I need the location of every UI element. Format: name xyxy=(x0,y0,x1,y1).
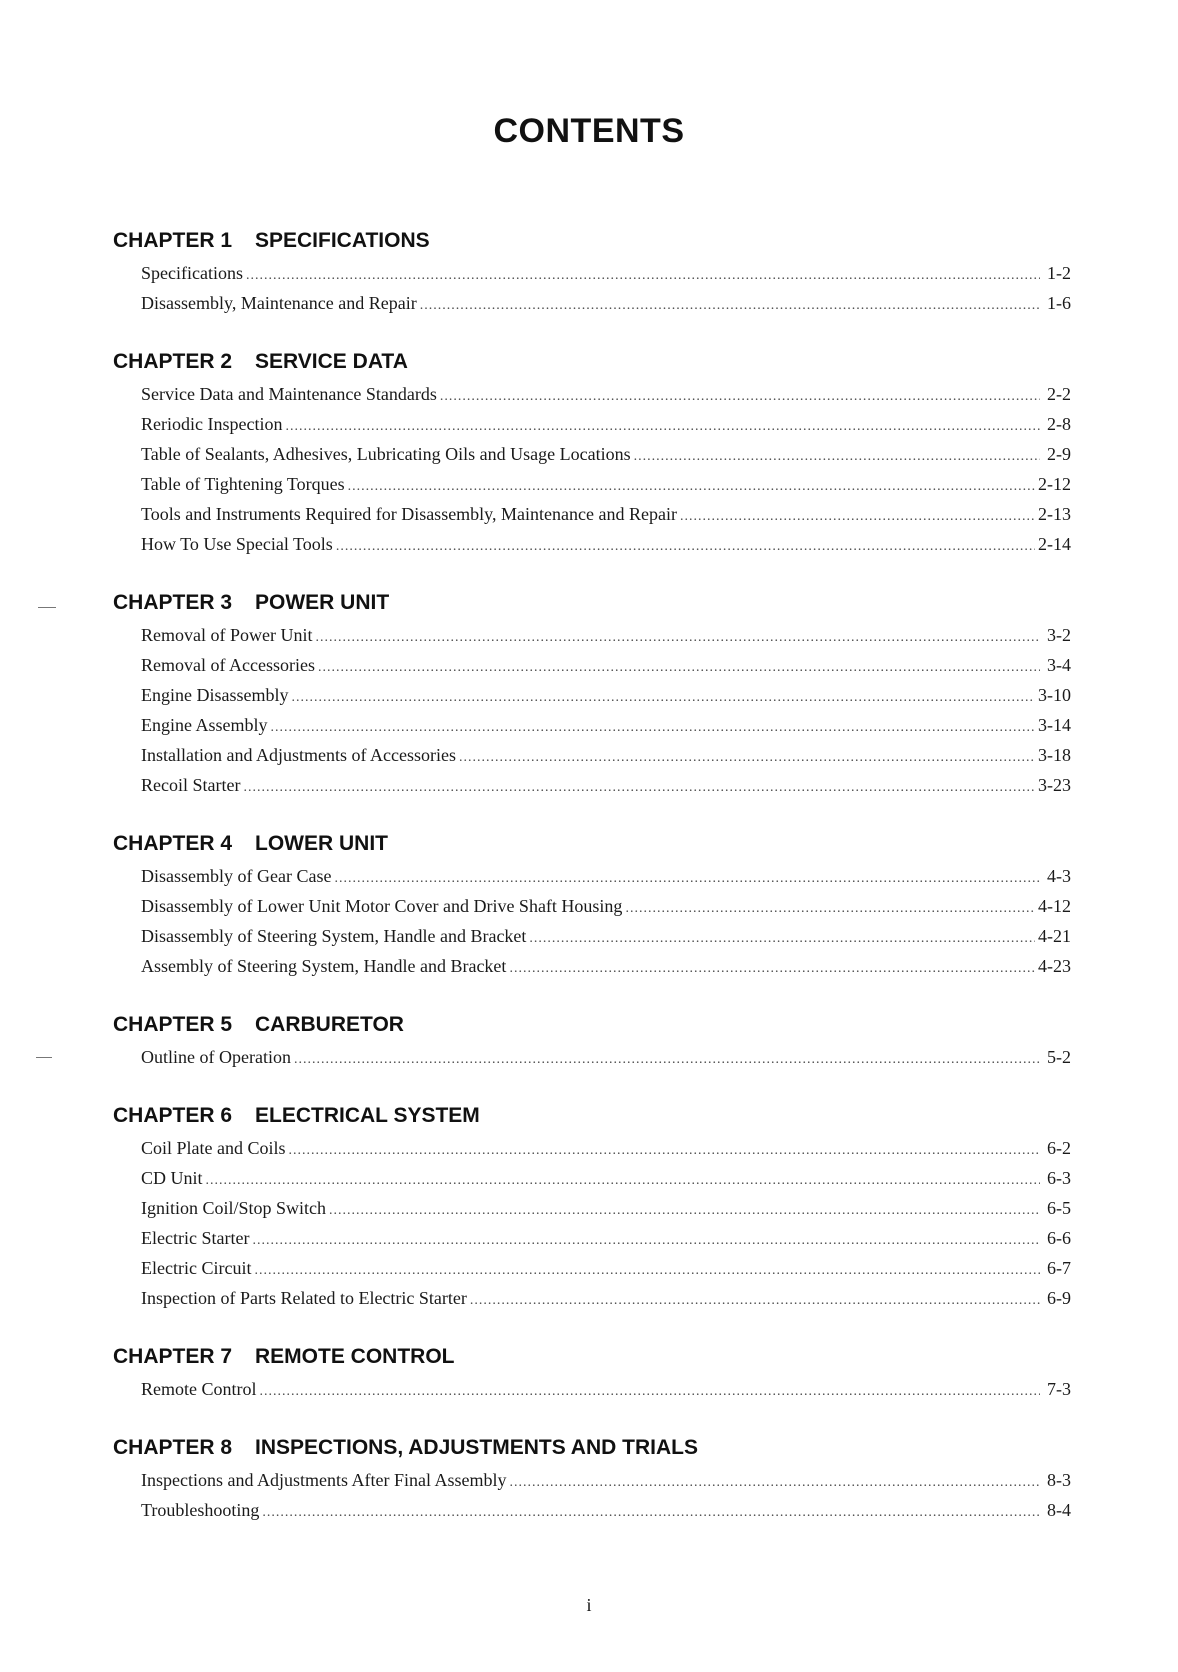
dot-leader xyxy=(470,1286,1040,1316)
toc-entry[interactable] xyxy=(141,439,1071,469)
chapter-entries xyxy=(113,1374,1071,1404)
entry-page-number: 2-13 xyxy=(1038,504,1071,524)
toc-entry[interactable] xyxy=(141,951,1071,981)
entry-title: Removal of Power Unit xyxy=(141,625,313,645)
entry-page-number: 2-8 xyxy=(1047,414,1071,434)
dot-leader xyxy=(285,412,1040,442)
dot-leader xyxy=(440,382,1040,412)
dot-leader xyxy=(625,894,1035,924)
entry-title: Coil Plate and Coils xyxy=(141,1138,286,1158)
entry-title: CD Unit xyxy=(141,1168,203,1188)
entry-title: Electric Starter xyxy=(141,1228,250,1248)
chapter-section xyxy=(113,347,1071,559)
entry-title: Table of Tightening Torques xyxy=(141,474,345,494)
chapter-number: CHAPTER 8 xyxy=(113,1436,233,1459)
entry-page-number: 6-3 xyxy=(1047,1168,1071,1188)
table-of-contents xyxy=(113,226,1071,1554)
toc-entry[interactable] xyxy=(141,710,1071,740)
dot-leader xyxy=(254,1256,1040,1286)
dot-leader xyxy=(262,1498,1040,1528)
dot-leader xyxy=(529,924,1035,954)
chapter-entries xyxy=(113,1133,1071,1313)
toc-entry[interactable] xyxy=(141,650,1071,680)
entry-page-number: 4-21 xyxy=(1038,926,1071,946)
toc-entry[interactable] xyxy=(141,770,1071,800)
toc-entry[interactable] xyxy=(141,1465,1071,1495)
chapter-heading xyxy=(113,226,1071,256)
chapter-entries xyxy=(113,1042,1071,1072)
entry-title: Assembly of Steering System, Handle and Bracket xyxy=(141,956,507,976)
entry-title: Disassembly of Steering System, Handle and Bracket xyxy=(141,926,527,946)
chapter-heading xyxy=(113,1433,1071,1463)
chapter-name: REMOTE CONTROL xyxy=(255,1345,455,1368)
entry-page-number: 4-12 xyxy=(1038,896,1071,916)
entry-page-number: 3-10 xyxy=(1038,685,1071,705)
dot-leader xyxy=(243,773,1035,803)
entry-title: How To Use Special Tools xyxy=(141,534,333,554)
entry-page-number: 4-3 xyxy=(1047,866,1071,886)
chapter-number: CHAPTER 1 xyxy=(113,229,233,252)
entry-page-number: 2-2 xyxy=(1047,384,1071,404)
chapter-section xyxy=(113,1342,1071,1404)
dot-leader xyxy=(289,1136,1040,1166)
entry-title: Specifications xyxy=(141,263,243,283)
toc-entry[interactable] xyxy=(141,1163,1071,1193)
toc-entry[interactable] xyxy=(141,1133,1071,1163)
chapter-entries xyxy=(113,258,1071,318)
entry-title: Installation and Adjustments of Accessories xyxy=(141,745,456,765)
chapter-number: CHAPTER 2 xyxy=(113,350,233,373)
toc-entry[interactable] xyxy=(141,921,1071,951)
entry-title: Reriodic Inspection xyxy=(141,414,283,434)
entry-title: Table of Sealants, Adhesives, Lubricating Oils and Usage Locations xyxy=(141,444,631,464)
scan-mark xyxy=(38,607,56,608)
chapter-section xyxy=(113,226,1071,318)
entry-page-number: 1-6 xyxy=(1047,293,1071,313)
dot-leader xyxy=(271,713,1036,743)
entry-page-number: 8-4 xyxy=(1047,1500,1071,1520)
dot-leader xyxy=(634,442,1040,472)
chapter-section xyxy=(113,1433,1071,1525)
entry-page-number: 3-2 xyxy=(1047,625,1071,645)
page-title: CONTENTS xyxy=(493,112,685,150)
chapter-name: SERVICE DATA xyxy=(255,350,408,373)
entry-page-number: 8-3 xyxy=(1047,1470,1071,1490)
dot-leader xyxy=(509,954,1035,984)
dot-leader xyxy=(348,472,1035,502)
entry-page-number: 6-2 xyxy=(1047,1138,1071,1158)
chapter-number: CHAPTER 6 xyxy=(113,1104,233,1127)
entry-title: Removal of Accessories xyxy=(141,655,315,675)
chapter-name: LOWER UNIT xyxy=(255,832,388,855)
dot-leader xyxy=(291,683,1035,713)
chapter-name: POWER UNIT xyxy=(255,591,390,614)
toc-entry[interactable] xyxy=(141,1283,1071,1313)
entry-page-number: 5-2 xyxy=(1047,1047,1071,1067)
dot-leader xyxy=(334,864,1040,894)
toc-entry[interactable] xyxy=(141,1193,1071,1223)
chapter-entries xyxy=(113,620,1071,800)
toc-entry[interactable] xyxy=(141,1374,1071,1404)
entry-page-number: 3-18 xyxy=(1038,745,1071,765)
toc-entry[interactable] xyxy=(141,1223,1071,1253)
entry-title: Recoil Starter xyxy=(141,775,241,795)
chapter-heading xyxy=(113,829,1071,859)
entry-title: Outline of Operation xyxy=(141,1047,291,1067)
chapter-entries xyxy=(113,1465,1071,1525)
toc-entry[interactable] xyxy=(141,1495,1071,1525)
dot-leader xyxy=(252,1226,1040,1256)
chapter-number: CHAPTER 4 xyxy=(113,832,233,855)
toc-entry[interactable] xyxy=(141,288,1071,318)
entry-page-number: 3-4 xyxy=(1047,655,1071,675)
chapter-number: CHAPTER 7 xyxy=(113,1345,233,1368)
chapter-heading xyxy=(113,588,1071,618)
entry-title: Remote Control xyxy=(141,1379,257,1399)
entry-page-number: 6-5 xyxy=(1047,1198,1071,1218)
chapter-entries xyxy=(113,861,1071,981)
dot-leader xyxy=(206,1166,1040,1196)
entry-title: Disassembly, Maintenance and Repair xyxy=(141,293,417,313)
entry-title: Disassembly of Lower Unit Motor Cover and Drive Shaft Housing xyxy=(141,896,623,916)
toc-entry[interactable] xyxy=(141,379,1071,409)
dot-leader xyxy=(315,623,1040,653)
entry-page-number: 3-14 xyxy=(1038,715,1071,735)
entry-title: Engine Assembly xyxy=(141,715,268,735)
chapter-section xyxy=(113,1010,1071,1072)
entry-title: Troubleshooting xyxy=(141,1500,260,1520)
dot-leader xyxy=(420,291,1040,321)
chapter-name: INSPECTIONS, ADJUSTMENTS AND TRIALS xyxy=(255,1436,698,1459)
entry-title: Inspections and Adjustments After Final Assembly xyxy=(141,1470,507,1490)
dot-leader xyxy=(246,261,1040,291)
entry-page-number: 1-2 xyxy=(1047,263,1071,283)
toc-entry[interactable] xyxy=(141,620,1071,650)
chapter-heading xyxy=(113,347,1071,377)
chapter-section xyxy=(113,588,1071,800)
entry-page-number: 6-6 xyxy=(1047,1228,1071,1248)
chapter-heading xyxy=(113,1101,1071,1131)
entry-title: Inspection of Parts Related to Electric Starter xyxy=(141,1288,467,1308)
entry-page-number: 2-12 xyxy=(1038,474,1071,494)
entry-page-number: 4-23 xyxy=(1038,956,1071,976)
page-number: i xyxy=(586,1595,592,1615)
chapter-name: CARBURETOR xyxy=(255,1013,404,1036)
entry-page-number: 6-7 xyxy=(1047,1258,1071,1278)
entry-title: Tools and Instruments Required for Disassembly, Maintenance and Repair xyxy=(141,504,677,524)
toc-entry[interactable] xyxy=(141,1253,1071,1283)
toc-entry[interactable] xyxy=(141,861,1071,891)
entry-title: Disassembly of Gear Case xyxy=(141,866,332,886)
chapter-name: ELECTRICAL SYSTEM xyxy=(255,1104,480,1127)
chapter-section xyxy=(113,1101,1071,1313)
dot-leader xyxy=(509,1468,1040,1498)
scan-mark xyxy=(36,1057,52,1058)
dot-leader xyxy=(680,502,1035,532)
chapter-name: SPECIFICATIONS xyxy=(255,229,430,252)
entry-page-number: 2-14 xyxy=(1038,534,1071,554)
dot-leader xyxy=(260,1377,1041,1407)
entry-title: Engine Disassembly xyxy=(141,685,289,705)
dot-leader xyxy=(318,653,1040,683)
chapter-heading xyxy=(113,1342,1071,1372)
toc-entry[interactable] xyxy=(141,469,1071,499)
entry-title: Electric Circuit xyxy=(141,1258,252,1278)
dot-leader xyxy=(294,1045,1040,1075)
entry-title: Ignition Coil/Stop Switch xyxy=(141,1198,327,1218)
chapter-number: CHAPTER 3 xyxy=(113,591,233,614)
toc-entry[interactable] xyxy=(141,258,1071,288)
chapter-number: CHAPTER 5 xyxy=(113,1013,233,1036)
toc-entry[interactable] xyxy=(141,680,1071,710)
chapter-entries xyxy=(113,379,1071,559)
toc-entry[interactable] xyxy=(141,740,1071,770)
dot-leader xyxy=(329,1196,1040,1226)
entry-page-number: 6-9 xyxy=(1047,1288,1071,1308)
dot-leader xyxy=(336,532,1035,562)
toc-entry[interactable] xyxy=(141,499,1071,529)
entry-page-number: 7-3 xyxy=(1047,1379,1071,1399)
toc-entry[interactable] xyxy=(141,891,1071,921)
entry-page-number: 2-9 xyxy=(1047,444,1071,464)
chapter-section xyxy=(113,829,1071,981)
chapter-heading xyxy=(113,1010,1071,1040)
toc-entry[interactable] xyxy=(141,529,1071,559)
entry-title: Service Data and Maintenance Standards xyxy=(141,384,437,404)
dot-leader xyxy=(459,743,1035,773)
toc-entry[interactable] xyxy=(141,409,1071,439)
toc-entry[interactable] xyxy=(141,1042,1071,1072)
entry-page-number: 3-23 xyxy=(1038,775,1071,795)
